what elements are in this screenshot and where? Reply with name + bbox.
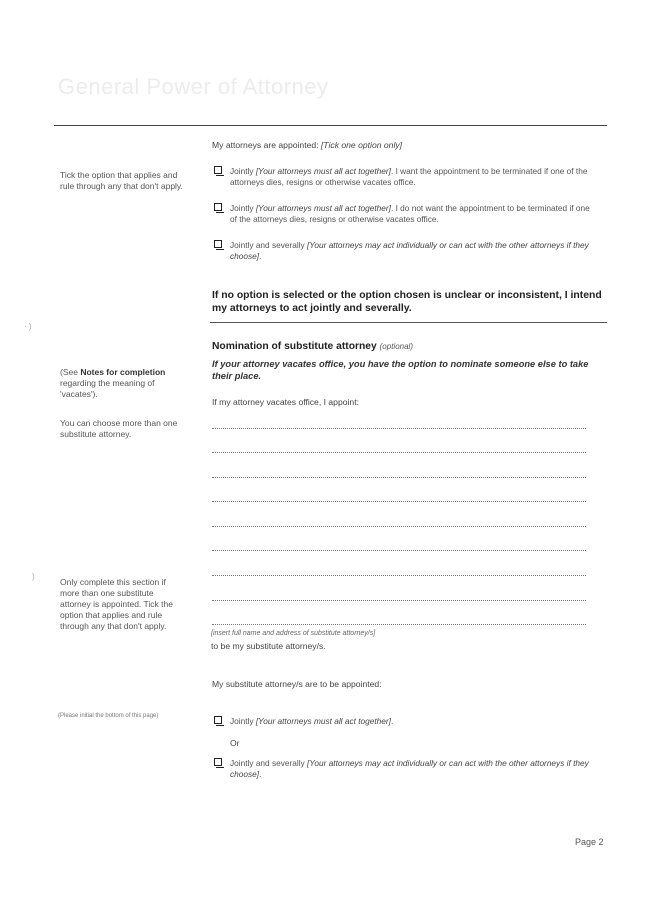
appoint-line: If my attorney vacates office, I appoint:: [212, 397, 359, 407]
option-text: Jointly [Your attorneys must all act together].: [230, 716, 394, 726]
substitute-entry-line[interactable]: [212, 526, 586, 527]
option-text: Jointly [Your attorneys must all act together]. I do not want the appointment to be terminated if one of the attorneys dies, resigns or otherwise vacates office.: [230, 203, 590, 224]
checkbox[interactable]: [214, 716, 222, 724]
substitute-entry-line[interactable]: [212, 501, 586, 502]
option-text: Jointly [Your attorneys must all act together]. I want the appointment to be terminated if one of the attorneys dies, resigns or otherwise vacates office.: [230, 166, 588, 187]
to-be-line: to be my substitute attorney/s.: [211, 641, 326, 651]
substitute-entry-line[interactable]: [212, 477, 586, 478]
substitute-heading: Nomination of substitute attorney (optional): [212, 341, 413, 352]
appointed-line: My substitute attorney/s are to be appointed:: [212, 679, 382, 689]
checkbox[interactable]: [214, 203, 222, 211]
option-jointly-not-terminate[interactable]: [214, 203, 594, 225]
sub-option-jointly-severally[interactable]: [214, 758, 594, 780]
appointment-side-note: Tick the option that applies and rule through any that don't apply.: [60, 170, 183, 191]
section-divider: [210, 322, 607, 323]
scan-mark: · ): [24, 322, 32, 331]
page-number: Page 2: [575, 837, 604, 847]
option-jointly-terminate[interactable]: [214, 166, 594, 188]
substitute-note: If your attorney vacates office, you have the option to nominate someone else to take their place.: [212, 359, 589, 381]
option-text: Jointly and severally [Your attorneys may act individually or can act with the other attorneys if they choose].: [230, 240, 589, 261]
sub-option-jointly[interactable]: [214, 716, 594, 727]
substitute-entry-line[interactable]: [212, 624, 586, 625]
option-jointly-severally[interactable]: [214, 240, 594, 262]
substitute-side-note-2: You can choose more than one substitute attorney.: [60, 418, 178, 439]
substitute-entry-line[interactable]: [212, 452, 586, 453]
checkbox[interactable]: [214, 240, 222, 248]
substitute-side-note-3: Only complete this section if more than one substitute attorney is appointed. Tick the option that applies and rule through any that don't apply.: [60, 577, 173, 631]
scan-mark: ): [32, 572, 35, 581]
default-option-note: If no option is selected or the option chosen is unclear or inconsistent, I intend my attorneys to act jointly and severally.: [212, 290, 602, 314]
checkbox[interactable]: [214, 758, 222, 766]
substitute-side-note: (See Notes for completion regarding the meaning of 'vacates').: [60, 367, 166, 399]
initial-note: (Please initial the bottom of this page): [58, 713, 159, 719]
substitute-entry-line[interactable]: [212, 428, 586, 429]
appointment-intro: My attorneys are appointed: [Tick one option only]: [212, 140, 403, 150]
checkbox[interactable]: [214, 166, 222, 174]
substitute-entry-line[interactable]: [212, 550, 586, 551]
substitute-entry-line[interactable]: [212, 575, 586, 576]
substitute-caption: [insert full name and address of substitute attorney/s]: [211, 630, 376, 637]
substitute-entry-line[interactable]: [212, 600, 586, 601]
document-title: General Power of Attorney: [58, 74, 329, 99]
or-label: Or: [230, 738, 240, 748]
header-divider: [54, 125, 607, 126]
option-text: Jointly and severally [Your attorneys may act individually or can act with the other attorneys if they choose].: [230, 758, 589, 779]
